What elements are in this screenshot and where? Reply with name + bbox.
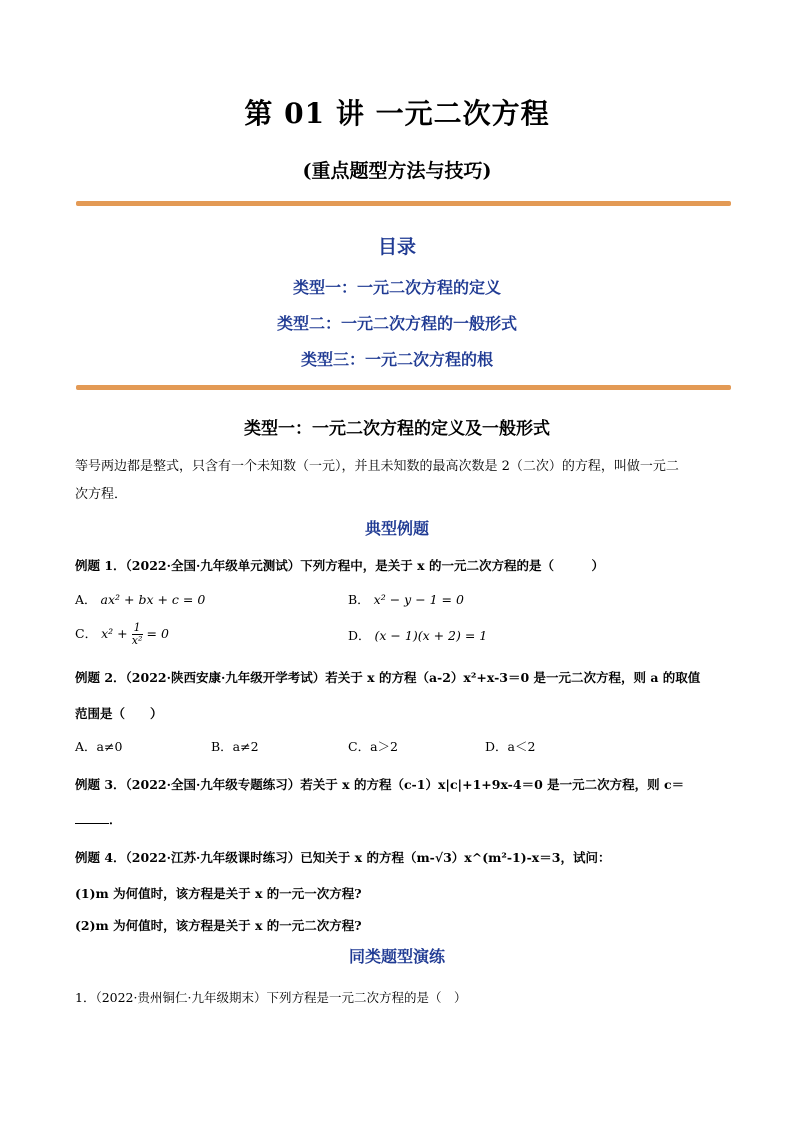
option-a-formula: ax² + bx + c = 0 [100,592,206,607]
toc-item-3[interactable]: 类型三：一元二次方程的根 [300,350,493,369]
example2-option-d[interactable]: D．a＜2 [485,739,536,754]
example2-stem: 例题 2．（2022·陕西安康·九年级开学考试）若关于 x 的方程（a-2）x²+x-3＝0 是一元二次方程，则 a 的取值 [75,670,701,685]
toc-item-1[interactable]: 类型一：一元二次方程的定义 [292,278,501,297]
example1-option-d[interactable] [348,626,487,646]
option-c-label: C． [75,626,98,641]
divider-bottom [76,385,731,390]
examples-heading: 典型例题 [364,519,429,538]
practice-heading: 同类题型演练 [348,947,445,966]
section-title: 类型一：一元二次方程的定义及一般形式 [244,419,550,439]
option-d-formula: (x − 1)(x + 2) = 1 [374,628,488,643]
example3-stem: 例题 3．（2022·全国·九年级专题练习）若关于 x 的方程（c-1）x|c|+1+9x-4＝0 是一元二次方程，则 c＝ [75,777,685,792]
definition-text-line2: 次方程． [75,487,128,502]
toc-title: 目录 [377,236,416,258]
example1-option-c[interactable] [75,622,169,647]
definition-text-line1: 等号两边都是整式，只含有一个未知数（一元），并且未知数的最高次数是 2（二次）的方程，叫做一元二 [75,459,679,474]
example1-option-a[interactable] [75,590,205,610]
option-b-formula: x² − y − 1 = 0 [373,592,464,607]
example3-answer-line [75,810,735,830]
example1-option-b[interactable] [348,590,464,610]
example1-stem: 例题 1．（2022·全国·九年级单元测试）下列方程中，是关于 x 的一元二次方程的是（ ） [75,558,604,573]
example2-option-c[interactable]: C．a＞2 [348,739,398,754]
page-subtitle: (重点题型方法与技巧) [302,160,492,182]
example2-option-b[interactable]: B．a≠2 [211,739,259,754]
toc-item-2[interactable]: 类型二：一元二次方程的一般形式 [276,314,517,333]
option-c-fraction [132,622,143,647]
answer-blank[interactable] [75,823,109,824]
divider-top [76,201,731,206]
option-d-label: D． [348,628,371,643]
example4-question2: (2)m 为何值时，该方程是关于 x 的一元二次方程? [75,918,362,933]
option-a-label: A． [75,592,97,607]
option-c-right: = 0 [146,626,169,641]
fraction-denominator: x² [131,634,143,647]
page-title: 第 01 讲 一元二次方程 [244,97,550,130]
example3-tail: ． [109,812,122,827]
fraction-numerator: 1 [133,621,141,634]
option-c-left: x² + [101,626,128,641]
example4-question1: (1)m 为何值时，该方程是关于 x 的一元一次方程? [75,886,362,901]
practice1-stem: 1．（2022·贵州铜仁·九年级期末）下列方程是一元二次方程的是（ ） [75,990,467,1005]
example2-stem-cont: 范围是（ ） [75,706,163,721]
example4-stem: 例题 4．（2022·江苏·九年级课时练习）已知关于 x 的方程（m-√3）x^(m²-1)-x＝3，试问： [75,850,611,865]
option-b-label: B． [348,592,370,607]
example2-option-a[interactable]: A．a≠0 [75,739,123,754]
